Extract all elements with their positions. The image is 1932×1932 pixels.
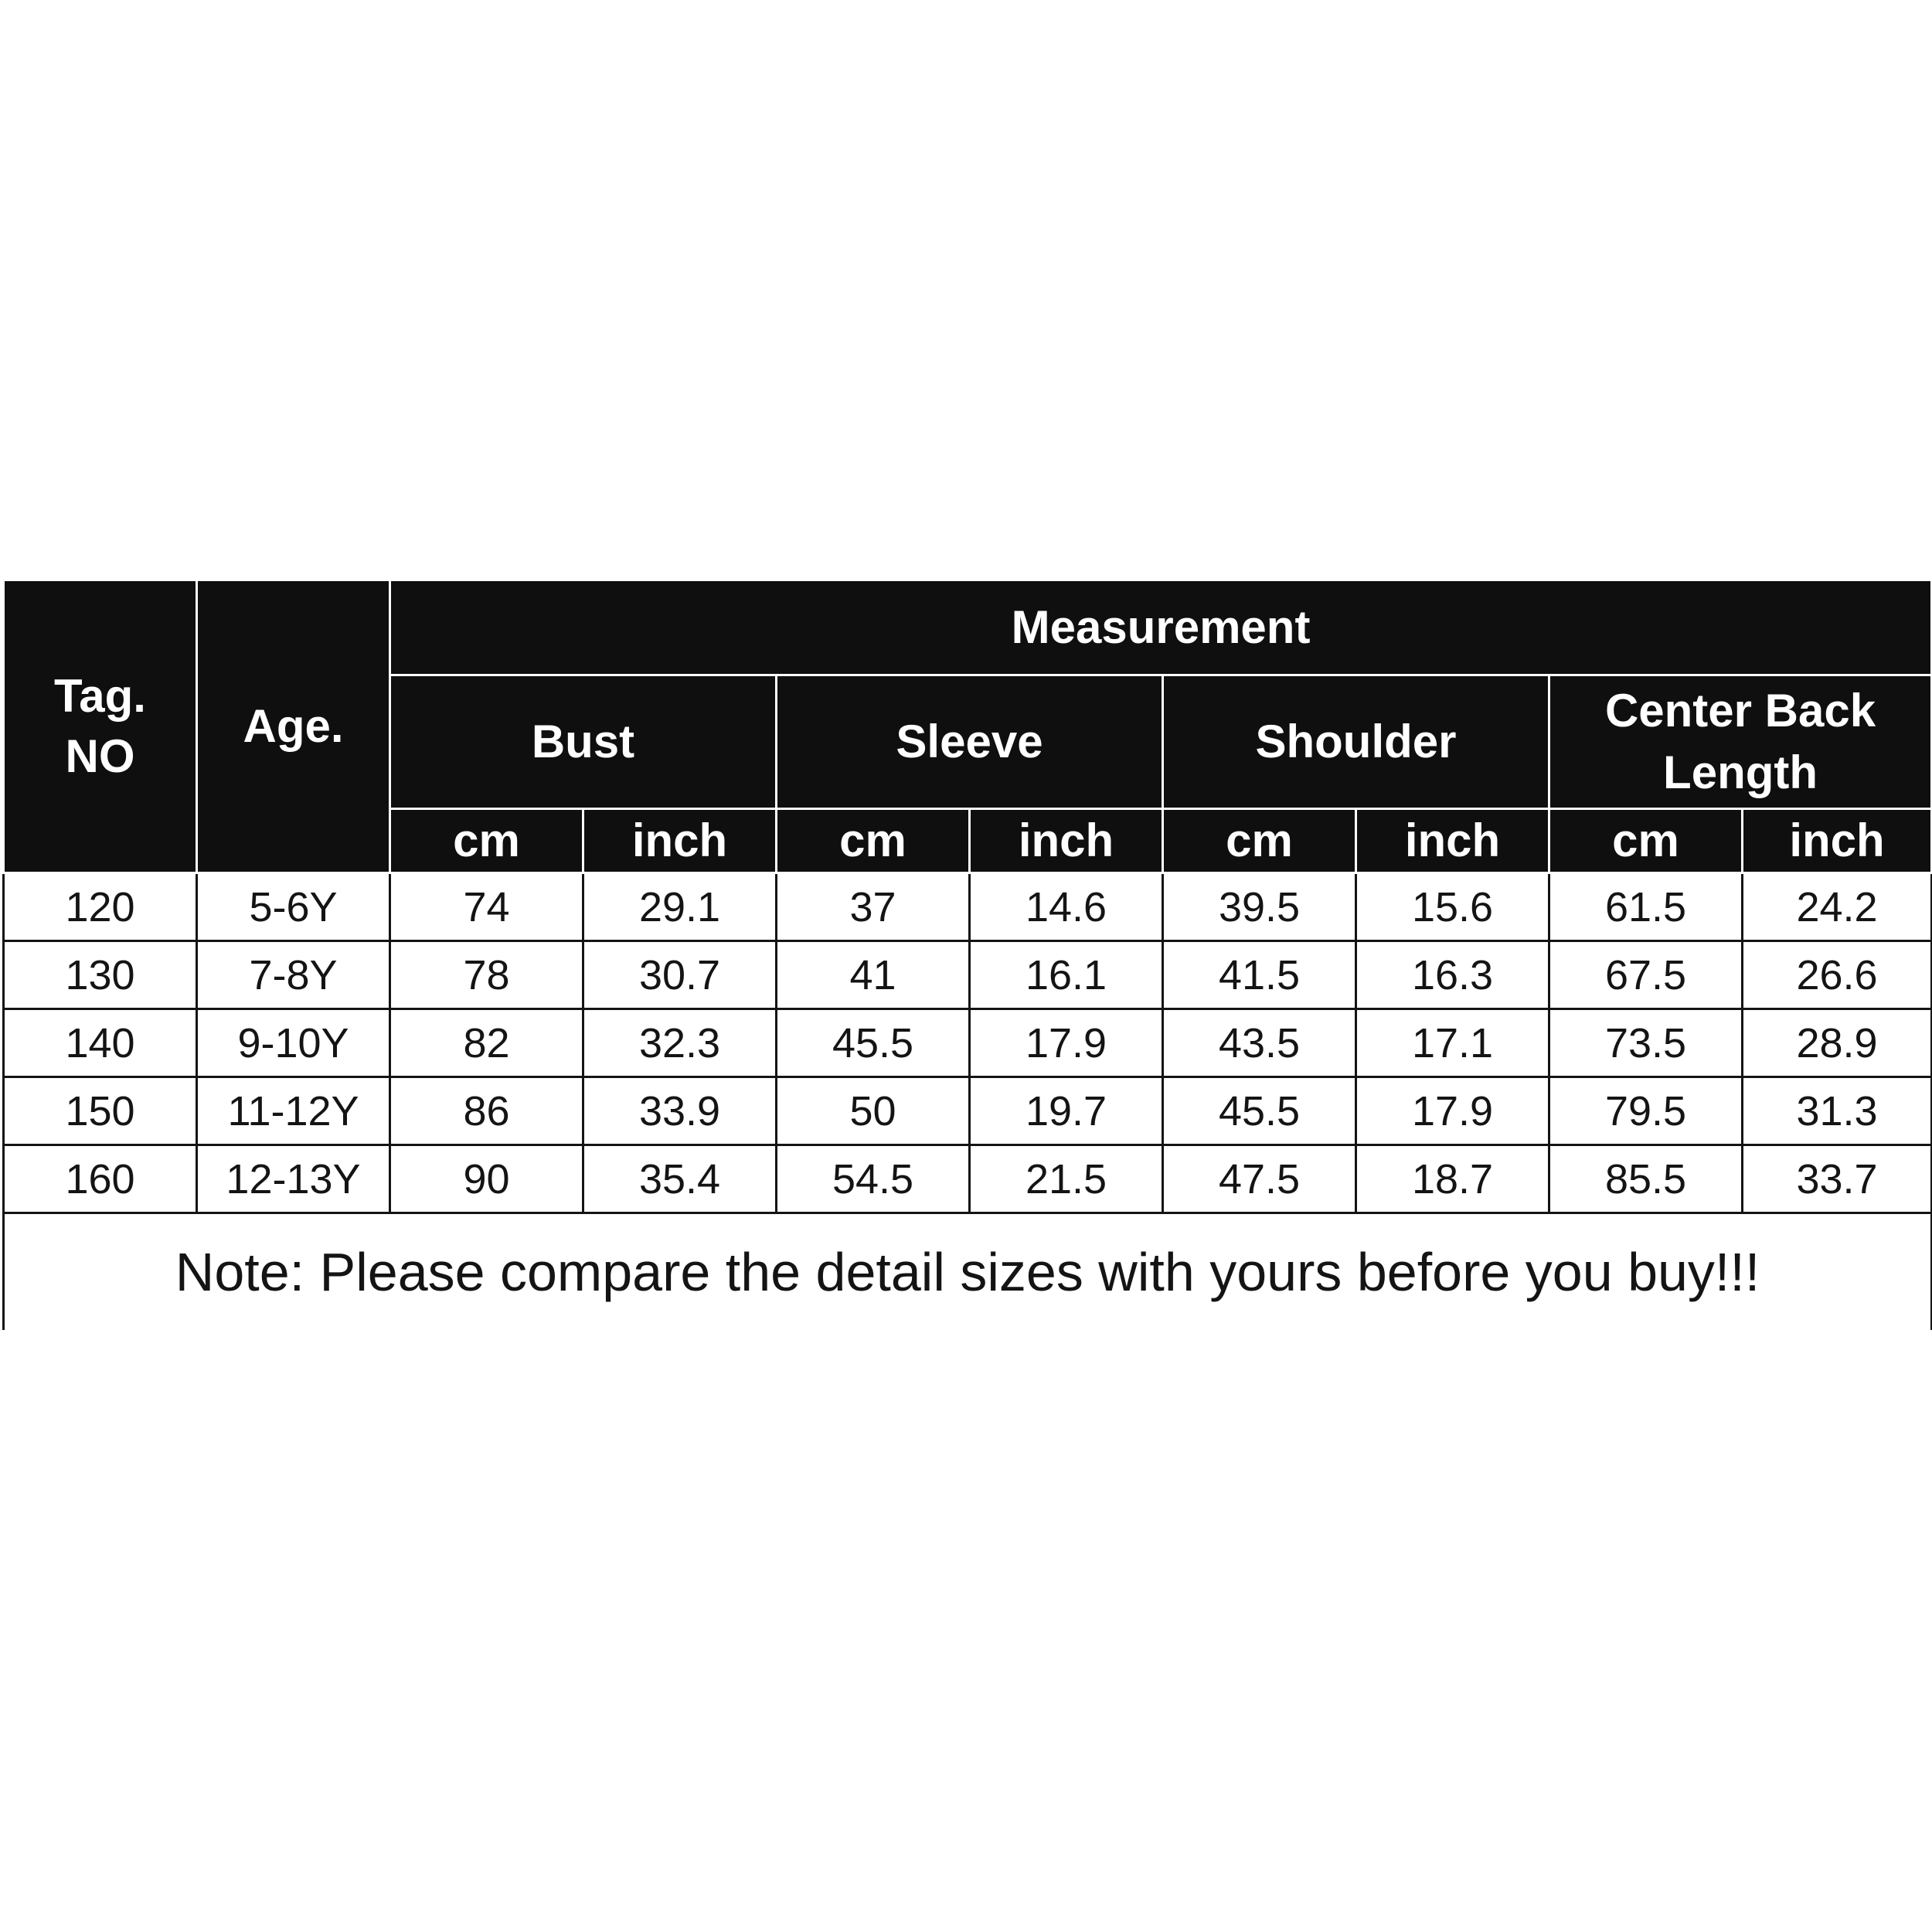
sleeve-cm-cell: 41 [777, 941, 970, 1009]
age-cell: 9-10Y [197, 1009, 390, 1077]
center-back-cm-cell: 85.5 [1549, 1145, 1743, 1213]
center-back-inch-cell: 24.2 [1743, 873, 1932, 941]
sleeve-cm-cell: 37 [777, 873, 970, 941]
bust-cm-cell: 82 [390, 1009, 583, 1077]
shoulder-cm-cell: 41.5 [1163, 941, 1356, 1009]
sleeve-cm-unit: cm [777, 809, 970, 873]
bust-cm-cell: 90 [390, 1145, 583, 1213]
table-row [4, 941, 1932, 1009]
age-header: Age. [197, 580, 390, 873]
shoulder-header: Shoulder [1163, 675, 1549, 809]
sleeve-inch-cell: 16.1 [970, 941, 1163, 1009]
tag-no-header [4, 580, 197, 873]
center-back-inch-cell: 31.3 [1743, 1077, 1932, 1145]
table-header [4, 580, 1932, 873]
shoulder-inch-cell: 17.1 [1356, 1009, 1549, 1077]
table-row [4, 1009, 1932, 1077]
tag-cell: 140 [4, 1009, 197, 1077]
center-back-length-header: Center Back Length [1549, 675, 1932, 809]
sleeve-inch-cell: 17.9 [970, 1009, 1163, 1077]
age-cell: 11-12Y [197, 1077, 390, 1145]
bust-cm-cell: 86 [390, 1077, 583, 1145]
center-back-cm-cell: 79.5 [1549, 1077, 1743, 1145]
bust-cm-unit: cm [390, 809, 583, 873]
table-row [4, 873, 1932, 941]
shoulder-cm-cell: 47.5 [1163, 1145, 1356, 1213]
table-row [4, 1145, 1932, 1213]
shoulder-inch-cell: 17.9 [1356, 1077, 1549, 1145]
bust-inch-unit: inch [583, 809, 777, 873]
age-cell: 12-13Y [197, 1145, 390, 1213]
bust-inch-cell: 33.9 [583, 1077, 777, 1145]
center-back-cm-cell: 61.5 [1549, 873, 1743, 941]
note-row [4, 1213, 1932, 1331]
sleeve-inch-unit: inch [970, 809, 1163, 873]
tag-no-label: Tag. NO [54, 670, 146, 782]
sleeve-cm-cell: 45.5 [777, 1009, 970, 1077]
center-back-inch-cell: 26.6 [1743, 941, 1932, 1009]
shoulder-inch-cell: 18.7 [1356, 1145, 1549, 1213]
sleeve-cm-cell: 54.5 [777, 1145, 970, 1213]
shoulder-cm-cell: 45.5 [1163, 1077, 1356, 1145]
bust-inch-cell: 35.4 [583, 1145, 777, 1213]
size-chart-table [2, 579, 1932, 1330]
bust-inch-cell: 29.1 [583, 873, 777, 941]
bust-header: Bust [390, 675, 777, 809]
tag-cell: 130 [4, 941, 197, 1009]
table-row [4, 1077, 1932, 1145]
tag-cell: 120 [4, 873, 197, 941]
age-cell: 7-8Y [197, 941, 390, 1009]
bust-inch-cell: 30.7 [583, 941, 777, 1009]
shoulder-inch-unit: inch [1356, 809, 1549, 873]
sleeve-inch-cell: 14.6 [970, 873, 1163, 941]
center-back-inch-cell: 33.7 [1743, 1145, 1932, 1213]
shoulder-cm-cell: 39.5 [1163, 873, 1356, 941]
sleeve-cm-cell: 50 [777, 1077, 970, 1145]
shoulder-inch-cell: 15.6 [1356, 873, 1549, 941]
center-back-cm-cell: 73.5 [1549, 1009, 1743, 1077]
shoulder-cm-cell: 43.5 [1163, 1009, 1356, 1077]
center-back-cm-unit: cm [1549, 809, 1743, 873]
shoulder-inch-cell: 16.3 [1356, 941, 1549, 1009]
center-back-cm-cell: 67.5 [1549, 941, 1743, 1009]
bust-inch-cell: 32.3 [583, 1009, 777, 1077]
sleeve-header: Sleeve [777, 675, 1163, 809]
center-back-inch-cell: 28.9 [1743, 1009, 1932, 1077]
measurement-header: Measurement [390, 580, 1932, 675]
age-cell: 5-6Y [197, 873, 390, 941]
sleeve-inch-cell: 21.5 [970, 1145, 1163, 1213]
table-body [4, 873, 1932, 1331]
bust-cm-cell: 74 [390, 873, 583, 941]
note-text: Note: Please compare the detail sizes with yours before you buy!!! [4, 1213, 1932, 1331]
tag-cell: 150 [4, 1077, 197, 1145]
shoulder-cm-unit: cm [1163, 809, 1356, 873]
center-back-inch-unit: inch [1743, 809, 1932, 873]
sleeve-inch-cell: 19.7 [970, 1077, 1163, 1145]
bust-cm-cell: 78 [390, 941, 583, 1009]
tag-cell: 160 [4, 1145, 197, 1213]
